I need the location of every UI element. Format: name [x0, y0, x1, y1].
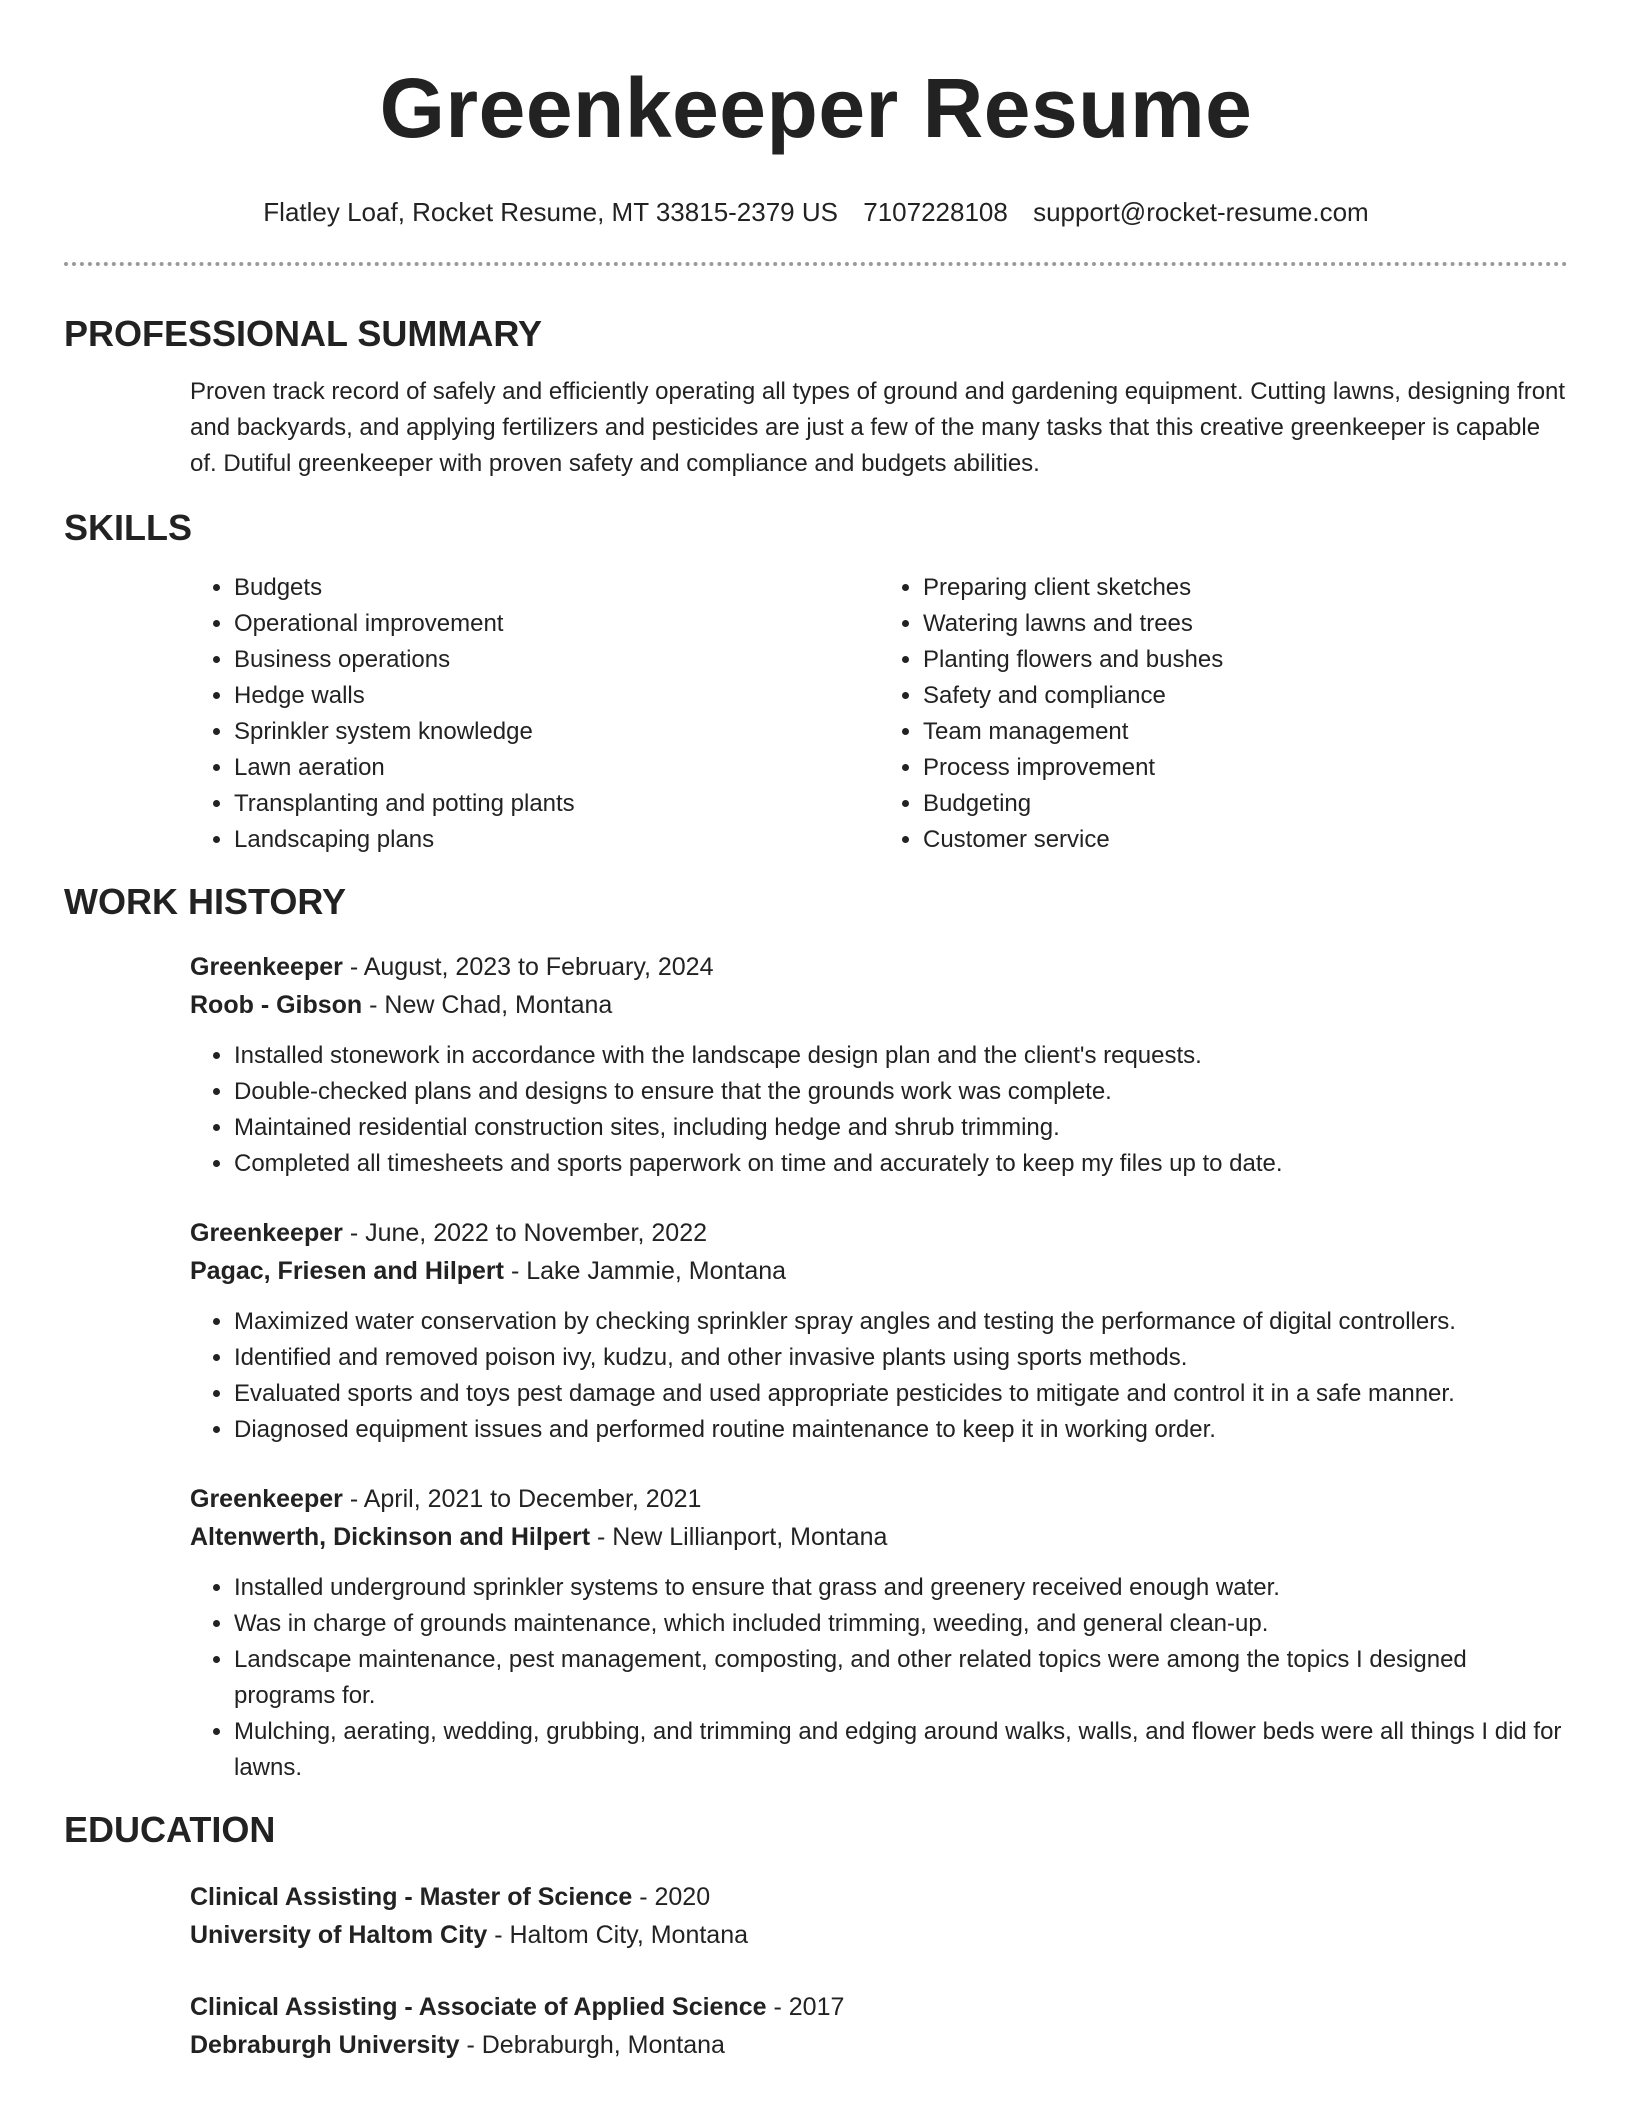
skill-item: • Business operations [234, 642, 879, 678]
education-degree-line [190, 1988, 1568, 2026]
job-company: Roob - Gibson [190, 991, 363, 1019]
job-location: - New Lillianport, Montana [590, 1523, 888, 1551]
summary-section [190, 374, 1568, 482]
job-bullet: • Was in charge of grounds maintenance, which included trimming, weeding, and general clean-up. [234, 1606, 1568, 1642]
skill-item: • Process improvement [923, 750, 1568, 786]
job-company-line [190, 986, 1568, 1024]
work-heading: WORK HISTORY [64, 881, 347, 922]
job-company-line [190, 1252, 1568, 1290]
job-title-line [190, 1480, 1568, 1518]
job-bullet: • Diagnosed equipment issues and performed routine maintenance to keep it in working order. [234, 1412, 1568, 1448]
job-title-line [190, 1214, 1568, 1252]
skill-item: • Hedge walls [234, 678, 879, 714]
skill-item: • Budgeting [923, 786, 1568, 822]
skill-item: • Customer service [923, 822, 1568, 858]
skill-item: • Preparing client sketches [923, 570, 1568, 606]
job-bullets [190, 1304, 1568, 1448]
job-bullet: • Evaluated sports and toys pest damage and used appropriate pesticides to mitigate and control it in a safe manner. [234, 1376, 1568, 1412]
education-degree: Clinical Assisting - Master of Science [190, 1883, 633, 1911]
job-company: Pagac, Friesen and Hilpert [190, 1257, 504, 1285]
skill-item: • Planting flowers and bushes [923, 642, 1568, 678]
summary-text: Proven track record of safely and efficiently operating all types of ground and gardening equipment. Cutting lawns, designing front and backyards, and applying fertilizers and pesticides are just a few of the many tasks that this creative greenkeeper is capable of. Dutiful greenkeeper with proven safety and compliance and budgets abilities. [190, 378, 1566, 477]
skills-section [190, 570, 1568, 858]
education-heading: EDUCATION [64, 1809, 276, 1850]
skill-item: • Safety and compliance [923, 678, 1568, 714]
job-bullet: • Identified and removed poison ivy, kudzu, and other invasive plants using sports methods. [234, 1340, 1568, 1376]
job-dates: - June, 2022 to November, 2022 [342, 1219, 707, 1247]
education-year: - 2017 [766, 1993, 845, 2021]
skill-item: • Team management [923, 714, 1568, 750]
education-degree-line [190, 1878, 1568, 1916]
skill-item: • Lawn aeration [234, 750, 879, 786]
education-entry [190, 1878, 1568, 1954]
education-school: Debraburgh University [190, 2031, 460, 2059]
job-bullet: • Maximized water conservation by checking sprinkler spray angles and testing the performance of digital controllers. [234, 1304, 1568, 1340]
job-bullet: • Double-checked plans and designs to ensure that the grounds work was complete. [234, 1074, 1568, 1110]
education-location: - Debraburgh, Montana [459, 2031, 725, 2059]
job-title: Greenkeeper [190, 1219, 343, 1247]
contact-email[interactable]: support@rocket-resume.com [1033, 197, 1369, 227]
job-company: Altenwerth, Dickinson and Hilpert [190, 1523, 591, 1551]
job-bullet: • Installed stonework in accordance with the landscape design plan and the client's requests. [234, 1038, 1568, 1074]
job-bullet: • Landscape maintenance, pest management, composting, and other related topics were among the topics I designed programs for. [234, 1642, 1568, 1714]
job-title: Greenkeeper [190, 1485, 343, 1513]
skills-heading: SKILLS [64, 507, 193, 548]
education-school: University of Haltom City [190, 1921, 488, 1949]
contact-phone: 7107228108 [863, 197, 1008, 227]
job-dates: - April, 2021 to December, 2021 [342, 1485, 702, 1513]
skill-item: • Sprinkler system knowledge [234, 714, 879, 750]
skill-item: • Transplanting and potting plants [234, 786, 879, 822]
skill-item: • Watering lawns and trees [923, 606, 1568, 642]
job-title-line [190, 948, 1568, 986]
education-location: - Haltom City, Montana [487, 1921, 749, 1949]
education-school-line [190, 2026, 1568, 2064]
job-company-line [190, 1518, 1568, 1556]
education-entry [190, 1988, 1568, 2064]
education-year: - 2020 [632, 1883, 711, 1911]
job-bullets [190, 1038, 1568, 1182]
contact-address: Flatley Loaf, Rocket Resume, MT 33815-2379 US [263, 197, 838, 227]
summary-heading: PROFESSIONAL SUMMARY [64, 313, 543, 354]
job-bullets [190, 1570, 1568, 1786]
job-entry [190, 1214, 1568, 1448]
skills-list-right [879, 570, 1568, 858]
page-title: Greenkeeper Resume [379, 61, 1253, 155]
job-title: Greenkeeper [190, 953, 343, 981]
job-bullet: • Completed all timesheets and sports paperwork on time and accurately to keep my files up to date. [234, 1146, 1568, 1182]
job-bullet: • Maintained residential construction sites, including hedge and shrub trimming. [234, 1110, 1568, 1146]
skills-list-left [190, 570, 879, 858]
contact-line [64, 196, 1568, 228]
job-location: - New Chad, Montana [362, 991, 613, 1019]
job-bullet: • Installed underground sprinkler systems to ensure that grass and greenery received enough water. [234, 1570, 1568, 1606]
job-dates: - August, 2023 to February, 2024 [342, 953, 714, 981]
job-entry [190, 948, 1568, 1182]
job-bullet: • Mulching, aerating, wedding, grubbing, and trimming and edging around walks, walls, and flower beds were all things I did for lawns. [234, 1714, 1568, 1786]
education-school-line [190, 1916, 1568, 1954]
skill-item: • Budgets [234, 570, 879, 606]
skill-item: • Operational improvement [234, 606, 879, 642]
job-entry [190, 1480, 1568, 1786]
job-location: - Lake Jammie, Montana [504, 1257, 787, 1285]
education-degree: Clinical Assisting - Associate of Applied Science [190, 1993, 767, 2021]
header-divider [64, 262, 1568, 266]
skill-item: • Landscaping plans [234, 822, 879, 858]
